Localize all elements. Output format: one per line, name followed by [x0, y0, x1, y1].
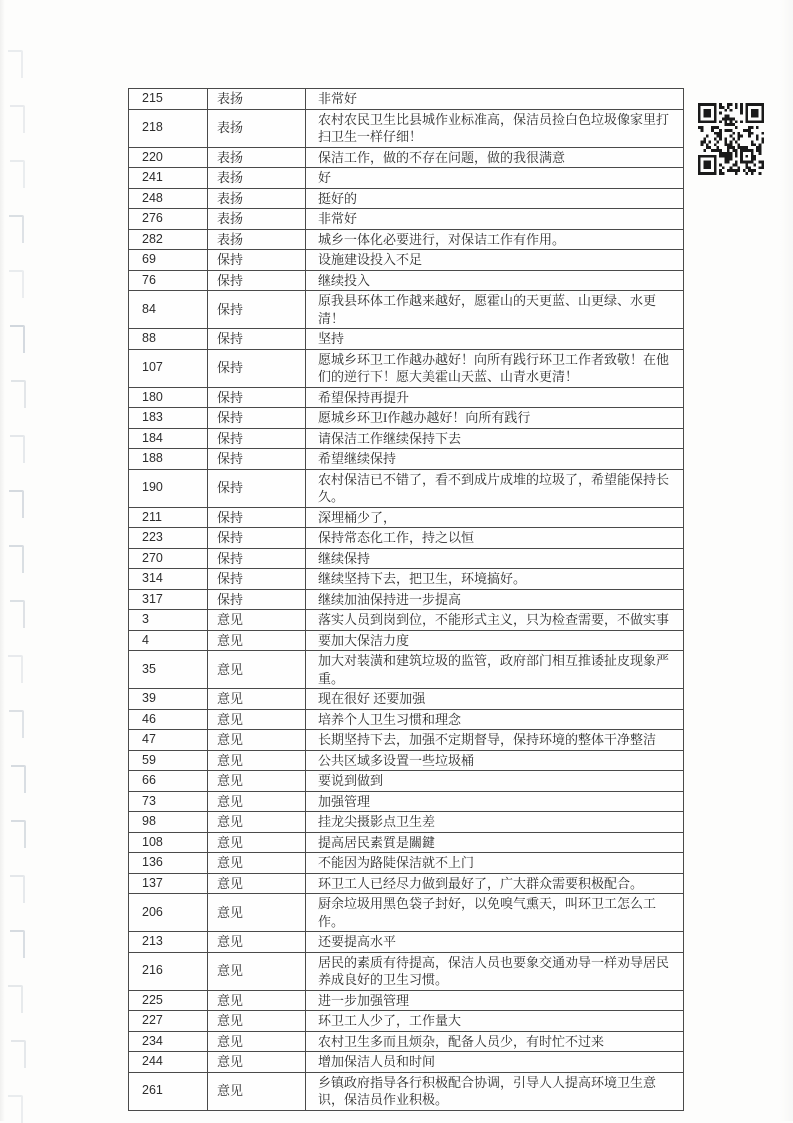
row-number: 183	[129, 408, 208, 429]
row-comment: 原我县环体工作越来越好，愿霍山的天更蓝、山更绿、水更清！	[306, 291, 684, 329]
table-row	[129, 569, 684, 590]
table-row	[129, 610, 684, 631]
row-category: 意见	[208, 952, 306, 990]
table-row	[129, 469, 684, 507]
row-category: 意见	[208, 771, 306, 792]
row-category: 意见	[208, 873, 306, 894]
row-category: 意见	[208, 894, 306, 932]
binding-mark	[11, 765, 26, 793]
row-category: 意见	[208, 689, 306, 710]
table-row	[129, 853, 684, 874]
table-row	[129, 709, 684, 730]
row-category: 意见	[208, 1011, 306, 1032]
table-row	[129, 589, 684, 610]
table-row	[129, 528, 684, 549]
row-comment: 环卫工人少了，工作量大	[306, 1011, 684, 1032]
row-category: 保持	[208, 329, 306, 350]
row-comment: 进一步加强管理	[306, 990, 684, 1011]
row-category: 意见	[208, 1052, 306, 1073]
row-comment: 继续坚持下去，把卫生，环境搞好。	[306, 569, 684, 590]
row-comment: 好	[306, 168, 684, 189]
row-comment: 城乡一体化必要进行，对保诘工作有作用。	[306, 229, 684, 250]
table-row	[129, 894, 684, 932]
table-row	[129, 750, 684, 771]
row-category: 保持	[208, 589, 306, 610]
row-number: 241	[129, 168, 208, 189]
row-number: 223	[129, 528, 208, 549]
table-row	[129, 548, 684, 569]
row-category: 表扬	[208, 188, 306, 209]
row-number: 84	[129, 291, 208, 329]
binding-mark	[11, 380, 26, 408]
row-category: 意见	[208, 990, 306, 1011]
row-category: 表扬	[208, 229, 306, 250]
row-comment: 现在很好 还要加强	[306, 689, 684, 710]
row-number: 73	[129, 791, 208, 812]
row-number: 220	[129, 147, 208, 168]
table-row	[129, 250, 684, 271]
row-comment: 请保洁工作继续保持下去	[306, 428, 684, 449]
row-category: 意见	[208, 709, 306, 730]
binding-mark	[8, 1095, 23, 1123]
row-category: 意见	[208, 832, 306, 853]
table-row	[129, 730, 684, 751]
row-number: 47	[129, 730, 208, 751]
binding-mark	[10, 930, 25, 958]
row-comment: 提高居民素質是關鍵	[306, 832, 684, 853]
row-category: 保持	[208, 507, 306, 528]
table-row	[129, 449, 684, 470]
table-row	[129, 952, 684, 990]
binding-mark	[8, 50, 23, 78]
row-comment: 设施建设投入不足	[306, 250, 684, 271]
row-category: 保持	[208, 449, 306, 470]
row-comment: 坚持	[306, 329, 684, 350]
row-category: 保持	[208, 291, 306, 329]
row-number: 76	[129, 270, 208, 291]
row-comment: 挂龙尖摄影点卫生差	[306, 812, 684, 833]
row-comment: 挺好的	[306, 188, 684, 209]
row-comment: 愿城乡环卫I作越办越好！向所有践行	[306, 408, 684, 429]
table-row	[129, 408, 684, 429]
row-number: 282	[129, 229, 208, 250]
row-category: 意见	[208, 610, 306, 631]
row-comment: 继续保持	[306, 548, 684, 569]
row-category: 保持	[208, 469, 306, 507]
row-number: 261	[129, 1072, 208, 1110]
row-category: 表扬	[208, 89, 306, 110]
row-comment: 继续投入	[306, 270, 684, 291]
table-row	[129, 229, 684, 250]
row-number: 248	[129, 188, 208, 209]
table-row	[129, 329, 684, 350]
row-comment: 继续加油保持进一步提高	[306, 589, 684, 610]
row-number: 244	[129, 1052, 208, 1073]
row-comment: 愿城乡环卫工作越办越好！向所有践行环卫工作者致敬！在他们的逆行下！愿大美霍山天蓝、山青水更清！	[306, 349, 684, 387]
row-number: 215	[129, 89, 208, 110]
table-row	[129, 791, 684, 812]
row-category: 保持	[208, 349, 306, 387]
binding-mark	[9, 215, 24, 243]
binding-mark	[11, 1040, 26, 1068]
row-comment: 非常好	[306, 209, 684, 230]
row-number: 3	[129, 610, 208, 631]
row-comment: 希望保持再提升	[306, 387, 684, 408]
row-number: 270	[129, 548, 208, 569]
row-comment: 农村卫生多而且烦杂，配备人员少，有时忙不过来	[306, 1031, 684, 1052]
row-category: 保持	[208, 250, 306, 271]
binding-mark	[9, 270, 24, 298]
row-category: 保持	[208, 528, 306, 549]
table-row	[129, 507, 684, 528]
row-comment: 加大对装潢和建筑垃圾的监管，政府部门相互推诿扯皮现象严重。	[306, 651, 684, 689]
table-row	[129, 932, 684, 953]
row-category: 表扬	[208, 168, 306, 189]
row-comment: 加强管理	[306, 791, 684, 812]
row-comment: 公共区域多设置一些垃圾桶	[306, 750, 684, 771]
table-row	[129, 689, 684, 710]
row-number: 317	[129, 589, 208, 610]
row-number: 88	[129, 329, 208, 350]
row-number: 213	[129, 932, 208, 953]
row-comment: 增加保洁人员和时间	[306, 1052, 684, 1073]
row-category: 保持	[208, 569, 306, 590]
table-row	[129, 168, 684, 189]
row-category: 意见	[208, 853, 306, 874]
row-number: 227	[129, 1011, 208, 1032]
binding-mark	[10, 160, 25, 188]
row-category: 意见	[208, 651, 306, 689]
row-number: 66	[129, 771, 208, 792]
binding-mark	[9, 710, 24, 738]
table-row	[129, 1052, 684, 1073]
row-category: 保持	[208, 428, 306, 449]
row-number: 216	[129, 952, 208, 990]
row-category: 表扬	[208, 147, 306, 168]
row-category: 保持	[208, 548, 306, 569]
table-row	[129, 1072, 684, 1110]
binding-mark	[10, 435, 25, 463]
row-number: 137	[129, 873, 208, 894]
row-number: 234	[129, 1031, 208, 1052]
table-row	[129, 832, 684, 853]
row-number: 314	[129, 569, 208, 590]
row-number: 98	[129, 812, 208, 833]
feedback-table	[128, 88, 684, 1111]
row-comment: 深埋桶少了，	[306, 507, 684, 528]
table-row	[129, 428, 684, 449]
binding-mark	[10, 875, 25, 903]
table-row	[129, 1031, 684, 1052]
row-comment: 保洁工作，做的不存在问题，做的我很满意	[306, 147, 684, 168]
row-comment: 不能因为路陡保洁就不上门	[306, 853, 684, 874]
row-comment: 要说到做到	[306, 771, 684, 792]
table-row	[129, 147, 684, 168]
table-row	[129, 771, 684, 792]
table-row	[129, 89, 684, 110]
row-category: 保持	[208, 408, 306, 429]
row-comment: 农村保洁已不错了，看不到成片成堆的垃圾了，希望能保持长久。	[306, 469, 684, 507]
row-comment: 还要提高水平	[306, 932, 684, 953]
binding-mark	[10, 600, 25, 628]
row-number: 180	[129, 387, 208, 408]
table-row	[129, 1011, 684, 1032]
table-row	[129, 209, 684, 230]
row-number: 276	[129, 209, 208, 230]
row-number: 188	[129, 449, 208, 470]
table-row	[129, 812, 684, 833]
row-category: 意见	[208, 791, 306, 812]
binding-mark	[10, 105, 25, 133]
row-number: 39	[129, 689, 208, 710]
row-number: 69	[129, 250, 208, 271]
row-number: 136	[129, 853, 208, 874]
binding-mark	[10, 325, 25, 353]
row-comment: 乡镇政府指导各行积极配合协调，引导人人提高环境卫生意识，保洁员作业积极。	[306, 1072, 684, 1110]
row-number: 218	[129, 109, 208, 147]
row-category: 表扬	[208, 209, 306, 230]
row-category: 意见	[208, 812, 306, 833]
row-comment: 居民的素质有待提高，保洁人员也要象交通劝导一样劝导居民养成良好的卫生习惯。	[306, 952, 684, 990]
row-category: 意见	[208, 630, 306, 651]
row-number: 4	[129, 630, 208, 651]
row-category: 意见	[208, 932, 306, 953]
qr-code-icon	[698, 103, 764, 175]
table-row	[129, 188, 684, 209]
table-row	[129, 291, 684, 329]
table-row	[129, 990, 684, 1011]
row-category: 意见	[208, 1031, 306, 1052]
row-comment: 农村农民卫生比县城作业标准高，保洁员捡白色垃圾像家里打扫卫生一样仔细！	[306, 109, 684, 147]
row-comment: 培养个人卫生习惯和理念	[306, 709, 684, 730]
row-number: 225	[129, 990, 208, 1011]
row-category: 意见	[208, 1072, 306, 1110]
binding-mark	[8, 655, 23, 683]
row-number: 108	[129, 832, 208, 853]
row-number: 35	[129, 651, 208, 689]
row-comment: 要加大保洁力度	[306, 630, 684, 651]
row-comment: 环卫工人已经尽力做到最好了，广大群众需要积极配合。	[306, 873, 684, 894]
table-row	[129, 270, 684, 291]
binding-mark	[8, 985, 23, 1013]
table-row	[129, 349, 684, 387]
binding-mark	[11, 820, 26, 848]
row-number: 206	[129, 894, 208, 932]
row-number: 59	[129, 750, 208, 771]
row-number: 190	[129, 469, 208, 507]
row-number: 107	[129, 349, 208, 387]
row-comment: 希望继续保持	[306, 449, 684, 470]
row-number: 211	[129, 507, 208, 528]
table-row	[129, 109, 684, 147]
binding-mark	[9, 545, 24, 573]
table-row	[129, 651, 684, 689]
table-row	[129, 873, 684, 894]
row-category: 保持	[208, 270, 306, 291]
table-row	[129, 387, 684, 408]
binding-mark	[9, 490, 24, 518]
row-comment: 保持常态化工作，持之以恒	[306, 528, 684, 549]
row-comment: 非常好	[306, 89, 684, 110]
row-category: 意见	[208, 730, 306, 751]
table-row	[129, 630, 684, 651]
row-number: 184	[129, 428, 208, 449]
row-category: 意见	[208, 750, 306, 771]
row-comment: 厨余垃圾用黑色袋子封好，以免嗅气熏天，叫环卫工怎么工作。	[306, 894, 684, 932]
row-category: 保持	[208, 387, 306, 408]
row-number: 46	[129, 709, 208, 730]
row-category: 表扬	[208, 109, 306, 147]
row-comment: 长期坚持下去，加强不定期督导，保持环境的整体干净整洁	[306, 730, 684, 751]
row-comment: 落实人员到岗到位，不能形式主义，只为检查需要，不做实事	[306, 610, 684, 631]
